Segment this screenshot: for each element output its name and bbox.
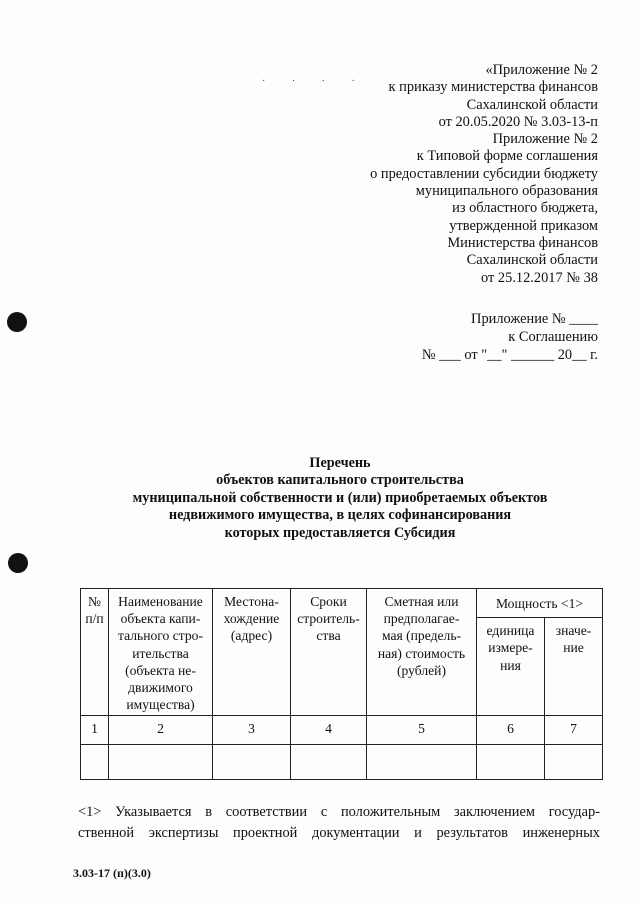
title-line: недвижимого имущества, в целях софинансирования [168,507,512,524]
table-header-row [81,589,603,618]
empty-cell [545,745,603,780]
objects-table [80,588,603,780]
empty-cell [109,745,213,780]
header-cell-unit: единица измере- ния [477,618,545,716]
header-line: от 20.05.2020 № 3.03-13-п [438,113,598,130]
number-cell: 1 [81,716,109,745]
title-line: которых предоставляется Субсидия [224,524,456,541]
header-cell-cost: Сметная или предполагае- мая (предель- ная) стоимость (рублей) [367,589,477,716]
punch-hole-bottom [8,553,28,573]
header-line: Министерства финансов [447,234,598,251]
appendix-header [258,62,598,287]
title-line: муниципальной собственности и (или) приобретаемых объектов [132,489,548,506]
footnote [78,802,600,843]
header-cell-name: Наименование объекта капи- тального стро- ительства (объекта не- движимого имущества) [109,589,213,716]
header-line: от 25.12.2017 № 38 [481,269,598,286]
number-cell: 4 [291,716,367,745]
empty-cell [81,745,109,780]
header-line: Приложение № 2 [492,131,598,148]
agreement-reference [258,311,598,364]
empty-cell [213,745,291,780]
header-line: муниципального образования [415,183,598,200]
header-line: к Типовой форме соглашения [416,148,598,165]
header-line: Сахалинской области [466,96,598,113]
header-cell-value: значе- ние [545,618,603,716]
number-cell: 7 [545,716,603,745]
number-cell: 5 [367,716,477,745]
header-cell-location: Местона- хождение (адрес) [213,589,291,716]
table-numbering-row [81,716,603,745]
number-cell: 3 [213,716,291,745]
header-line: из областного бюджета, [452,200,598,217]
number-cell: 2 [109,716,213,745]
header-line: «Приложение № 2 [485,62,598,78]
punch-hole-top [7,312,27,332]
table-empty-row [81,745,603,780]
agreement-line: Приложение № ____ [471,311,598,327]
document-code: 3.03-17 (п)(3.0) [73,866,151,880]
empty-cell [291,745,367,780]
footnote-line: <1> Указывается в соответствии с положительным заключением государ- [78,804,600,820]
agreement-line: № ___ от "__" ______ 20__ г. [421,346,598,363]
scan-specks: · · · · [262,76,367,87]
header-line: о предоставлении субсидии бюджету [370,165,598,182]
header-cell-terms: Сроки строитель- ства [291,589,367,716]
title-line: объектов капитального строительства [216,472,464,489]
header-cell-number: № п/п [81,589,109,716]
number-cell: 6 [477,716,545,745]
empty-cell [367,745,477,780]
header-cell-capacity: Мощность <1> [477,589,603,618]
empty-cell [477,745,545,780]
header-line: утвержденной приказом [449,217,598,234]
header-line: Сахалинской области [466,252,598,269]
footnote-line: ственной экспертизы проектной документации и результатов инженерных [78,824,600,841]
header-line: к приказу министерства финансов [388,79,598,96]
title-line: Перечень [309,455,371,471]
agreement-line: к Соглашению [508,328,598,345]
document-title [20,455,640,542]
